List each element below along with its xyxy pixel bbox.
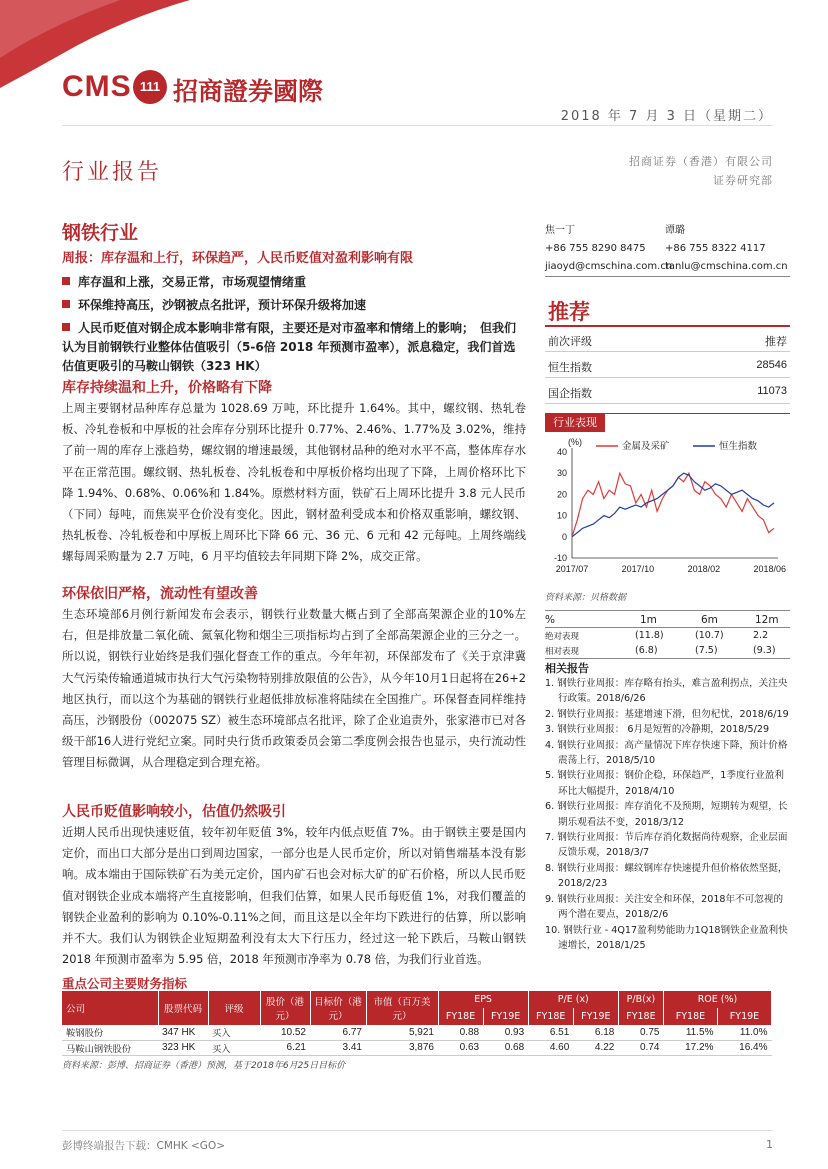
performance-chart bbox=[538, 432, 790, 582]
related-report-item[interactable]: 2. 钢铁行业周报：基建增速下滑，但勿杞忧，2018/6/19 bbox=[545, 708, 789, 720]
logo-cms: CMS bbox=[62, 70, 132, 103]
related-report-item[interactable]: 8. 钢铁行业周报：螺纹钢库存快速提升但价格依然坚挺，2018/2/23 bbox=[545, 862, 788, 890]
table-row: 鞍钢股份 347 HK 买入 10.52 6.77 5,921 0.88 0.93 6.51 6.18 0.75 11.5% 11.0% bbox=[62, 1025, 772, 1040]
col-year: FY18E bbox=[618, 1008, 663, 1025]
col-roe: ROE (%) bbox=[663, 991, 771, 1008]
y-tick-label: -10 bbox=[553, 553, 567, 563]
page-number: 1 bbox=[766, 1138, 773, 1151]
performance-tag: 行业表现 bbox=[545, 414, 605, 432]
col-pb: P/B(x) bbox=[618, 991, 663, 1008]
col-code: 股票代码 bbox=[158, 991, 208, 1025]
bullet-square-icon bbox=[62, 277, 70, 285]
logo-seal-icon: 111 bbox=[133, 70, 167, 104]
section-body-inventory: 上周主要钢材品种库存总量为 1028.69 万吨，环比提升 1.64%。其中，螺纹钢、热轧卷板、冷轧卷板和中厚板的社会库存分别环比提升 0.77%、2.46%、1.77%及 3.02%，维持了前一周的库存上涨趋势，螺纹钢的增速最缓，其他钢材品种的绝对水平不高，整体库存水平在正常范围。螺纹钢、热轧板卷、冷轧板卷和中厚板价格均出现了下降，上周价格环比下降 1.94%、0.68%、0.06%和 1.84%。原燃材料方面，铁矿石上周环比提升 3.8 元人民币（下同）每吨，而焦炭平仓价没有变化。因此，钢材盈利受成本和价格双重影响，螺纹钢、热轧板卷、冷轧板卷和中厚板上周环比下降 66 元、36 元、6 元和 42 元每吨。上周终端线螺每周采购量为 2.7 万吨，6 月平均值较去年同期下降 2%，成交正常。 bbox=[62, 401, 526, 564]
col-year: FY19E bbox=[573, 1008, 618, 1025]
col-target: 目标价（港元） bbox=[310, 991, 366, 1025]
perf-row-absolute: 绝对表现 (11.8) (10.7) 2.2 bbox=[545, 630, 769, 642]
company-info bbox=[629, 152, 773, 190]
related-reports-title: 相关报告 bbox=[545, 662, 589, 675]
table-row: 马鞍山钢铁股份 323 HK 买入 6.21 3.41 3,876 0.63 0.68 4.60 4.22 0.74 17.2% 16.4% bbox=[62, 1040, 772, 1055]
table-header-row bbox=[62, 991, 772, 1008]
related-report-item[interactable]: 4. 钢铁行业周报：高产量情况下库存快速下降，预计价格震荡上行，2018/5/10 bbox=[545, 739, 788, 767]
report-date: 2018 年 7 月 3 日（星期二） bbox=[560, 109, 773, 124]
related-report-item[interactable]: 3. 钢铁行业周报： 6月是短暂的冷静期，2018/5/29 bbox=[545, 724, 770, 736]
x-tick-label: 2017/07 bbox=[555, 564, 589, 574]
footer-divider bbox=[62, 1130, 773, 1131]
y-tick-label: 0 bbox=[561, 531, 567, 542]
rating-divider bbox=[545, 325, 790, 327]
table-source: 资料来源：彭博、招商证券（香港）预测，基于2018年6月25日目标价 bbox=[62, 1061, 346, 1071]
analyst-email[interactable]: jiaoyd@cmschina.com.cn bbox=[545, 261, 673, 272]
perf-row-relative: 相对表现 (6.8) (7.5) (9.3) bbox=[545, 645, 776, 657]
company-name: 招商证券（香港）有限公司 bbox=[629, 155, 773, 168]
legend-label-2: 恒生指数 bbox=[719, 441, 758, 452]
section-body-currency: 近期人民币出现快速贬值，较年初年贬值 3%，较年内低点贬值 7%。由于钢铁主要是国内定价，而出口大部分是出口到周边国家，一部分也是人民币定价，所以对销售端基本没有影响。成本端由于国际铁矿石为美元定价，国内矿石也会对标大矿的矿石价格，所以人民币贬值对钢铁企业成本端将产生直接影响，但我们估算，如果人民币每贬值 1%，对我们覆盖的钢铁企业盈利的影响为 0.10%-0.11%之间，而且这是以全年均下跌进行的估算，所以影响并不大。我们认为钢铁企业短期盈利没有太大下行压力，经过这一轮下跌后，马鞍山钢铁 2018 年预测市盈率为 5.95 倍，2018 年预测市净率为 0.78 倍，为我们行业首选。 bbox=[62, 825, 526, 967]
bullet-square-icon bbox=[62, 323, 70, 331]
section-heading-inventory: 库存持续温和上升，价格略有下降 bbox=[62, 380, 272, 396]
rating-row-hscei: 国企指数 11073 bbox=[545, 380, 790, 404]
x-tick-label: 2018/02 bbox=[687, 564, 721, 574]
rating-title: 推荐 bbox=[548, 300, 590, 324]
analyst-divider bbox=[545, 276, 790, 277]
related-report-item[interactable]: 1. 钢铁行业周报：库存略有抬头，难言盈利拐点，关注央行政策。2018/6/26 bbox=[545, 678, 788, 705]
y-tick-label: 10 bbox=[556, 510, 567, 521]
col-pe: P/E (x) bbox=[528, 991, 618, 1008]
y-axis-label: (%) bbox=[568, 437, 582, 447]
headline: 周报：库存温和上行，环保趋严，人民币贬值对盈利影响有限 bbox=[62, 251, 414, 266]
company-department: 证券研究部 bbox=[713, 174, 773, 187]
col-eps: EPS bbox=[438, 991, 528, 1008]
x-tick-label: 2018/06 bbox=[753, 564, 787, 574]
key-point-2: 环保维持高压，沙钢被点名批评，预计环保升级将加速 bbox=[62, 296, 522, 315]
y-tick-label: 20 bbox=[556, 489, 567, 500]
financial-table-title: 重点公司主要财务指标 bbox=[62, 976, 188, 991]
col-year: FY18E bbox=[663, 1008, 717, 1025]
y-tick-label: 40 bbox=[556, 447, 567, 457]
related-report-item[interactable]: 6. 钢铁行业周报：库存消化不及预期，短期转为观望，长期乐观看法不变，2018/3/12 bbox=[545, 801, 788, 828]
legend-label-1: 金属及采矿 bbox=[622, 441, 670, 452]
logo-chinese-name: 招商證券國際 bbox=[173, 77, 324, 106]
col-company: 公司 bbox=[62, 991, 158, 1025]
rating-row-previous: 前次评级 推荐 bbox=[545, 328, 790, 352]
perf-table-mid-divider bbox=[545, 627, 790, 628]
related-reports-list bbox=[545, 676, 790, 953]
chart-source: 资料来源：贝格数据 bbox=[545, 593, 627, 603]
financial-table bbox=[62, 991, 772, 1056]
key-point-1: 库存温和上涨，交易正常，市场观望情绪重 bbox=[62, 273, 522, 292]
analyst-1 bbox=[545, 222, 672, 276]
section-body-environment: 生态环境部6月例行新闻发布会表示，钢铁行业数量大概占到了全部高架源企业的10%左右，但是排放量二氧化硫、氮氧化物和烟尘三项指标均占到了全部高架源企业的三分之一。所以说，钢铁行业始终是我们强化督查工作的重点。今年年初，环保部发布了《关于京津冀大气污染传输通道城市执行大气污染物特别排放限值的公告》，从今年10月1日起将在26+2地区执行，而以这个为基础的钢铁行业超低排放标准将陆续在全国推广。环保督查同样维持高压，沙钢股份（002075 SZ）被生态环境部点名批评，除了企业追责外，张家港市已对各级干部16人进行党纪立案。同时央行货币政策委员会第二季度例会报告也显示，央行流动性管理目标微调，从合理稳定到合理充裕。 bbox=[62, 607, 526, 770]
col-year: FY19E bbox=[483, 1008, 528, 1025]
col-rating: 评级 bbox=[208, 991, 260, 1025]
bullet-square-icon bbox=[62, 300, 70, 308]
header-divider bbox=[62, 125, 773, 126]
series-line-1 bbox=[572, 473, 774, 537]
sector-title: 钢铁行业 bbox=[62, 222, 139, 244]
related-report-item[interactable]: 7. 钢铁行业周报：节后库存消化数据尚待观察，企业层面反馈乐观，2018/3/7 bbox=[545, 832, 788, 859]
analyst-2 bbox=[665, 222, 788, 276]
report-type: 行业报告 bbox=[62, 160, 163, 185]
footer-bloomberg: 彭博终端报告下载：CMHK <GO> bbox=[62, 1140, 226, 1152]
col-price: 股价（港元） bbox=[260, 991, 310, 1025]
perf-table-top-divider bbox=[545, 610, 790, 611]
related-report-item[interactable]: 9. 钢铁行业周报：关注安全和环保，2018年不可忽视的两个潜在要点，2018/2/6 bbox=[545, 893, 784, 921]
perf-table-header: % 1m 6m 12m bbox=[545, 614, 779, 626]
series-line-2 bbox=[572, 473, 774, 537]
perf-table-bottom-divider bbox=[545, 658, 790, 659]
y-tick-label: 30 bbox=[556, 468, 567, 479]
col-year: FY18E bbox=[438, 1008, 483, 1025]
x-tick-label: 2017/10 bbox=[621, 564, 655, 574]
related-report-item[interactable]: 10. 钢铁行业 - 4Q17盈利势能助力1Q18钢铁企业盈利快速增长，2018/1/25 bbox=[545, 924, 788, 951]
rating-row-hsi: 恒生指数 28546 bbox=[545, 354, 790, 378]
col-year: FY18E bbox=[528, 1008, 573, 1025]
analyst-phone: +86 755 8322 4117 bbox=[665, 243, 766, 254]
analyst-phone: +86 755 8290 8475 bbox=[545, 243, 646, 254]
section-heading-currency: 人民币贬值影响较小，估值仍然吸引 bbox=[62, 804, 286, 820]
col-year: FY19E bbox=[717, 1008, 771, 1025]
analyst-email[interactable]: tanlu@cmschina.com.cn bbox=[665, 261, 788, 272]
key-point-3: 人民币贬值对钢企成本影响非常有限，主要还是对市盈率和情绪上的影响； 但我们认为目前钢铁行业整体估值吸引（5-6倍 2018 年预测市盈率），派息稳定，我们首选估值更吸引的马鞍山钢铁（323 HK） bbox=[62, 321, 517, 373]
related-report-item[interactable]: 5. 钢铁行业周报：钢价企稳，环保趋严，1季度行业盈利环比大幅提升，2018/4/10 bbox=[545, 770, 784, 797]
col-mktcap: 市值（百万美元） bbox=[366, 991, 438, 1025]
analyst-name: 焦一丁 bbox=[545, 225, 575, 236]
analyst-name: 谭璐 bbox=[665, 225, 685, 236]
section-heading-environment: 环保依旧严格，流动性有望改善 bbox=[62, 586, 258, 602]
